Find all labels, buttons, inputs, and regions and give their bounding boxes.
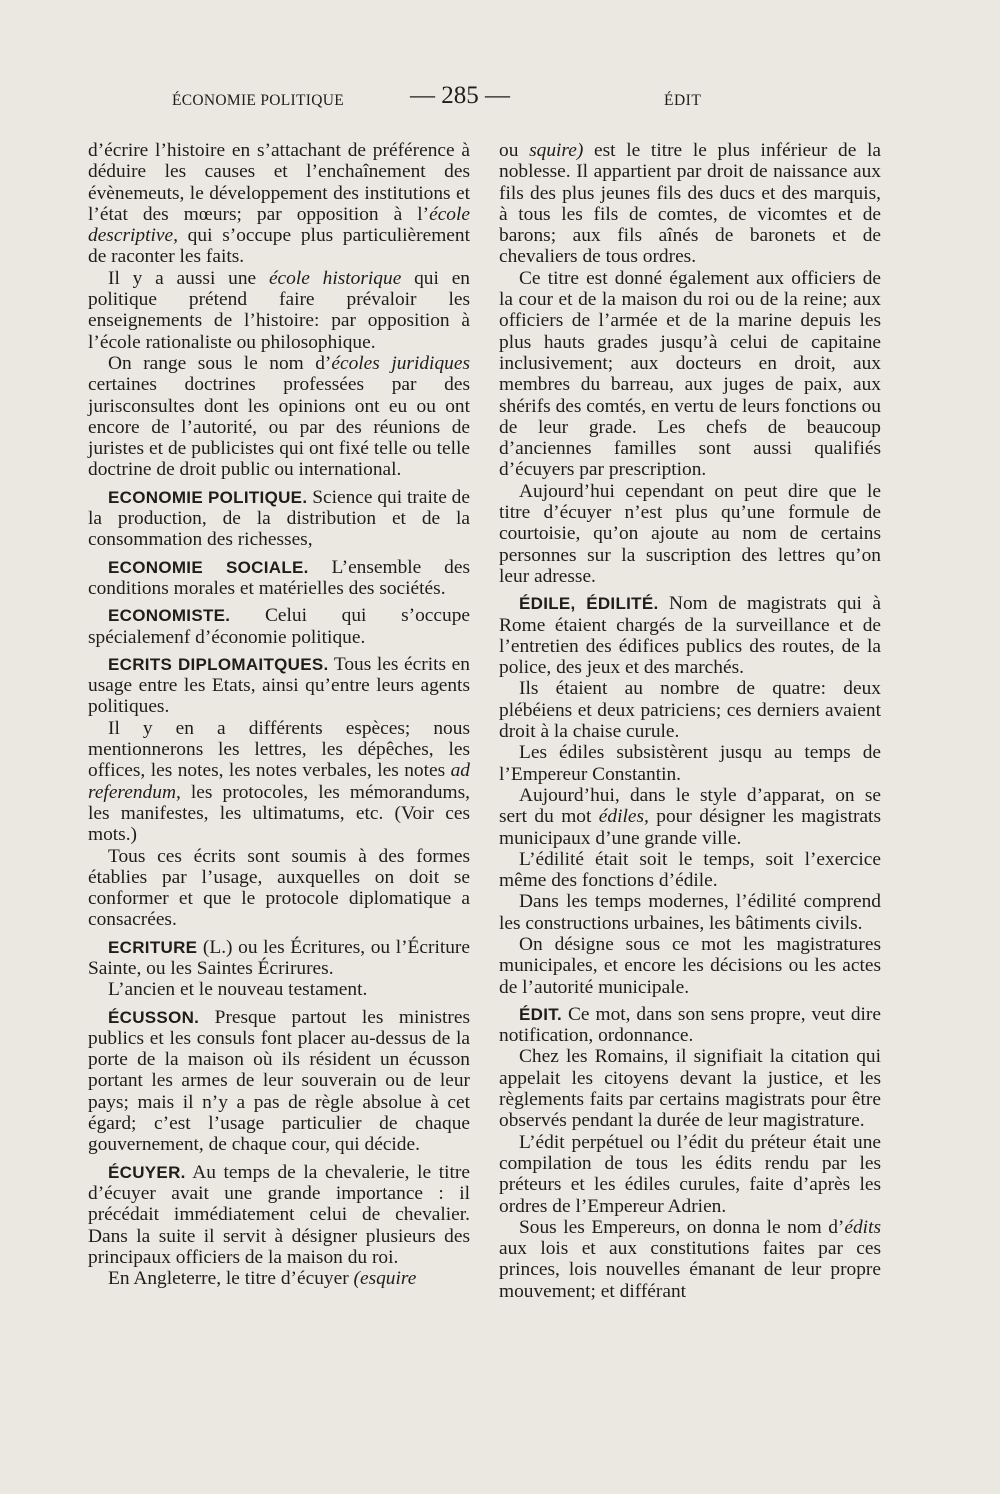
entry-edit: ÉDIT. Ce mot, dans son sens propre, veut dire notification, ordonnance. <box>499 1003 881 1047</box>
paragraph: Aujourd’hui cependant on peut dire que le titre d’écuyer n’est plus qu’une formule de courtoisie, qu’on ajoute au nom de certains personnes sur la suscription des lettres qu’on leur adresse. <box>499 480 881 587</box>
paragraph: ou squire) est le titre le plus inférieur de la noblesse. Il appartient par droit de naissance aux fils des plus jeunes fils des ducs et des marquis, à tous les fils de comtes, de vicomtes et de barons; aux fils aînés de baronets et de chevaliers de tous ordres. <box>499 140 881 268</box>
paragraph: On désigne sous ce mot les magistratures municipales, et encore les décisions ou les actes de l’autorité municipale. <box>499 933 881 998</box>
entry-economie-politique: ECONOMIE POLITIQUE. Science qui traite de la production, de la distribution et de la consommation des richesses, <box>88 486 470 551</box>
entry-economiste: ECONOMISTE. Celui qui s’occupe spécialemenf d’économie politique. <box>88 605 470 648</box>
paragraph: Aujourd’hui, dans le style d’apparat, on se sert du mot édiles, pour désigner les magistrats municipaux d’une grande ville. <box>499 784 881 849</box>
paragraph: Sous les Empereurs, on donna le nom d’édits aux lois et aux constitutions faites par ces princes, lois nouvelles émanant de leur propre mouvement; et différant <box>499 1216 881 1302</box>
paragraph: Chez les Romains, il signifiait la citation qui appelait les citoyens devant la justice, et les règlements faits par certains magistrats pour être observés pendant la durée de leur magistrature. <box>499 1046 881 1132</box>
entry-ecuyer: ÉCUYER. Au temps de la chevalerie, le titre d’écuyer avait une grande importance : il précédait immédiatement celui de chevalier. Dans la suite il servit à désigner plusieurs des principaux officiers de la maison du roi. <box>88 1161 470 1268</box>
right-column <box>499 140 881 1302</box>
entry-edile-edilite: ÉDILE, ÉDILITÉ. Nom de magistrats qui à Rome étaient chargés de la surveillance et de l’entretien des édifices publics des routes, de la police, des jeux et des marchés. <box>499 593 881 679</box>
paragraph: Dans les temps modernes, l’édilité comprend les constructions urbaines, les bâtiments civils. <box>499 891 881 934</box>
paragraph: Il y en a différents espèces; nous mentionnerons les lettres, les dépêches, les offices, les notes, les notes verbales, les notes ad referendum, les protocoles, les mémorandums, les manifestes, les ultimatums, etc. (Voir ces mots.) <box>88 717 470 846</box>
paragraph: Ce titre est donné également aux officiers de la cour et de la maison du roi ou de la reine; aux officiers de l’armée et de la marine depuis les plus hauts grades jusqu’à celui de capitaine inclusivement; aux docteurs en droit, aux membres du barreau, aux juges de paix, aux shérifs des comtés, en vertu de leurs fonctions ou de leur grade. Les chefs de beaucoup d’anciennes familles sont aussi qualifiés d’écuyers par prescription. <box>499 267 881 481</box>
paragraph: Les édiles subsistèrent jusqu au temps de l’Empereur Constantin. <box>499 742 881 785</box>
entry-headword: ECONOMIE SOCIALE. <box>108 557 309 577</box>
header-section-title: ÉCONOMIE POLITIQUE <box>172 92 345 109</box>
running-header <box>0 82 1000 116</box>
left-column <box>88 140 470 1289</box>
paragraph: En Angleterre, le titre d’écuyer (esquire <box>108 1268 417 1290</box>
paragraph: Ils étaient au nombre de quatre: deux plébéiens et deux patriciens; ces derniers avaient droit à la chaise curule. <box>499 678 881 743</box>
paragraph: L’édit perpétuel ou l’édit du préteur était une compilation de tous les édits rendu par les préteurs et les édiles curules, faite d’après les ordres de l’Empereur Adrien. <box>499 1131 881 1217</box>
entry-headword: ÉDILE, ÉDILITÉ. <box>519 594 659 614</box>
paragraph: L’édilité était soit le temps, soit l’exercice même des fonctions d’édile. <box>499 848 881 892</box>
entry-ecriture: ECRITURE (L.) ou les Écritures, ou l’Écriture Sainte, ou les Saintes Écrirures. <box>88 936 470 979</box>
paragraph: Tous ces écrits sont soumis à des formes établies par l’usage, auxquelles on doit se conformer et que le protocole diplomatique a consacrées. <box>88 845 470 931</box>
paragraph: On range sous le nom d’écoles juridiques certaines doctrines professées par des jurisconsultes dont les opinions ont eu ou ont encore de l’autorité, ou par des réunions de juristes et de publicistes qui ont fixé telle ou telle doctrine de droit public ou international. <box>88 352 470 481</box>
entry-headword: ECRITURE <box>108 937 198 957</box>
header-entry-title: ÉDIT <box>664 92 702 109</box>
paragraph: L’ancien et le nouveau testament. <box>108 979 368 1001</box>
entry-ecusson: ÉCUSSON. Presque partout les ministres publics et les consuls font placer au-dessus de la porte de la maison où ils résident un écusson portant les armes de leur souverain ou de leur pays; mais il n’y a pas de règle absolue à cet égard; c’est l’usage particulier de chaque gouvernement, de chaque cour, qui décide. <box>88 1006 470 1156</box>
paragraph: Il y a aussi une école historique qui en politique prétend faire prévaloir les enseignements de l’histoire: par opposition à l’école rationaliste ou philosophique. <box>88 267 470 353</box>
entry-headword: ECRITS DIPLOMAITQUES. <box>108 654 329 674</box>
entry-ecrits-diplomatiques: ECRITS DIPLOMAITQUES. Tous les écrits en usage entre les Etats, ainsi qu’entre leurs agents politiques. <box>88 653 470 718</box>
entry-headword: ECONOMISTE. <box>108 606 231 626</box>
entry-headword: ECONOMIE POLITIQUE. <box>108 487 308 507</box>
paragraph: d’écrire l’histoire en s’attachant de préférence à déduire les causes et l’enchaînement des évènemeuts, le développement des institutions et l’état des mœurs; par opposition à l’école descriptive, qui s’occupe plus particulièrement de raconter les faits. <box>88 140 470 268</box>
entry-economie-sociale: ECONOMIE SOCIALE. L’ensemble des conditions morales et matérielles des sociétés. <box>88 556 470 599</box>
entry-headword: ÉCUYER. <box>108 1162 186 1182</box>
entry-headword: ÉDIT. <box>519 1004 563 1024</box>
entry-headword: ÉCUSSON. <box>108 1007 200 1027</box>
page-number: — 285 — <box>410 82 510 109</box>
